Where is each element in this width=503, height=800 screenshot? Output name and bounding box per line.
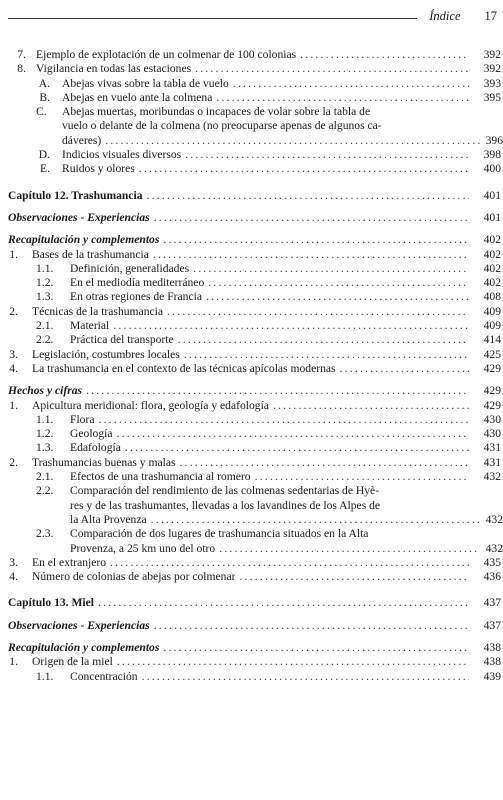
toc-entry-page: 429 bbox=[483, 361, 501, 375]
toc-chapter bbox=[0, 189, 503, 203]
toc-entry: B. Abejas en vuelo ante la colmena ..... 395 bbox=[0, 91, 503, 105]
toc-entry-label: Edafología bbox=[70, 441, 121, 455]
toc-entry-label: Comparación de dos lugares de trashumancia situados en la Alta bbox=[70, 527, 369, 541]
toc-entry-page: 437 bbox=[483, 596, 501, 610]
toc-entry-label: Concentración bbox=[70, 669, 138, 683]
toc-entry-page: 408 bbox=[483, 290, 501, 304]
toc-entry-page: 425 bbox=[483, 347, 501, 361]
toc-entry-label: Técnicas de la trashumancia bbox=[32, 304, 164, 318]
toc-entry-page: 402 bbox=[483, 247, 501, 261]
toc-entry: 8. Vigilancia en todas las estaciones ..... 392 bbox=[0, 62, 503, 76]
toc-entry: 4. La trashumancia en el contexto de las técnicas apícolas modernas ..... 429 bbox=[0, 362, 503, 376]
toc-entry-page: 402 bbox=[483, 233, 501, 247]
toc-entry-label: En el mediodía mediterráneo bbox=[70, 276, 205, 290]
toc-entry: 1. Bases de la trashumancia ..... 402 bbox=[0, 248, 503, 262]
toc-entry-label: vuelo o delante de la colmena (no preocuparse apenas de algunos ca- bbox=[62, 119, 382, 133]
toc-entry-label: Material bbox=[70, 319, 110, 333]
toc-entry-label: Flora bbox=[70, 412, 95, 426]
toc-entry: 1. Apicultura meridional: flora, geología y edafología ..... 429 bbox=[0, 399, 503, 413]
toc-entry: 2.3. Comparación de dos lugares de trashumancia situados en la Alta Provenza, a 25 km uno del otro ..... 432 bbox=[0, 527, 503, 556]
toc-entry: 3. Legislación, costumbres locales ..... 425 bbox=[0, 348, 503, 362]
toc-entry-label: Trashumancias buenas y malas bbox=[32, 455, 176, 469]
toc-entry-page: 395 bbox=[483, 90, 501, 104]
toc-entry-page: 429 bbox=[483, 398, 501, 412]
toc-entry-page: 430 bbox=[483, 427, 501, 441]
toc-entry-label: Número de colonias de abejas por colmenar bbox=[32, 570, 236, 584]
toc-entry-label: Origen de la miel bbox=[32, 655, 113, 669]
toc-entry-label: Vigilancia en todas las estaciones bbox=[36, 62, 192, 76]
toc-entry-label: La trashumancia en el contexto de las técnicas apícolas modernas bbox=[32, 361, 336, 375]
toc-entry-label: Apicultura meridional: flora, geología y edafología bbox=[32, 398, 269, 412]
toc-entry-label: En el extranjero bbox=[32, 555, 107, 569]
toc-entry: 2.2. Práctica del transporte ..... 414 bbox=[0, 333, 503, 347]
toc-entry-page: 409 bbox=[483, 304, 501, 318]
toc-entry: 4. Número de colonias de abejas por colmenar ..... 436 bbox=[0, 570, 503, 584]
toc-entry-page: 430 bbox=[483, 412, 501, 426]
toc-entry-page: 432 bbox=[483, 470, 501, 484]
toc-entry-page: 401 bbox=[483, 210, 501, 224]
toc-entry-label: Legislación, costumbres locales bbox=[32, 347, 180, 361]
toc-entry: 1. Origen de la miel ..... 438 bbox=[0, 655, 503, 669]
toc-section bbox=[0, 641, 503, 655]
toc-entry-label: Ruidos y olores bbox=[62, 162, 135, 176]
toc-entry-page: 435 bbox=[483, 555, 501, 569]
toc-entry: 2. Técnicas de la trashumancia ..... 409 bbox=[0, 305, 503, 319]
toc-entry: 1.3. En otras regiones de Francia ..... 408 bbox=[0, 290, 503, 304]
toc-entry-label: Definición, generalidades bbox=[70, 261, 190, 275]
toc-entry-label: la Alta Provenza bbox=[70, 512, 147, 526]
toc-entry: D. Indicios visuales diversos ..... 398 bbox=[0, 148, 503, 162]
toc-entry: A. Abejas vivas sobre la tabla de vuelo ..... 393 bbox=[0, 77, 503, 91]
toc-entry-label: Práctica del transporte bbox=[70, 333, 174, 347]
toc-entry-label: res y de las trashumantes, llevadas a los lavandines de los Alpes de bbox=[70, 498, 381, 512]
toc-entry-page: 438 bbox=[483, 640, 501, 654]
toc-entry: 7. Ejemplo de explotación de un colmenar de 100 colonias ..... 392 bbox=[0, 48, 503, 62]
toc-section-label: Recapitulación y complementos bbox=[8, 233, 160, 247]
toc-entry-page: 431 bbox=[483, 441, 501, 455]
toc-entry: 1.2. Geología ..... 430 bbox=[0, 427, 503, 441]
toc-entry-page: 437 bbox=[483, 618, 501, 632]
toc-entry-label: Comparación del rendimiento de las colmenas sedentarias de Hyè- bbox=[70, 484, 380, 498]
toc-entry-page: 432 bbox=[485, 541, 503, 555]
toc-section-label: Observaciones - Experiencias bbox=[8, 618, 150, 632]
toc-entry: 1.1. Definición, generalidades ..... 402 bbox=[0, 262, 503, 276]
toc-entry-page: 398 bbox=[483, 148, 501, 162]
toc-entry-label: dáveres) bbox=[62, 133, 102, 147]
toc-entry-page: 396 bbox=[485, 133, 503, 147]
table-of-contents bbox=[0, 48, 503, 684]
toc-entry: 2.1. Material ..... 409 bbox=[0, 319, 503, 333]
running-header bbox=[8, 6, 497, 24]
toc-entry-page: 402 bbox=[483, 276, 501, 290]
toc-section-label: Observaciones - Experiencias bbox=[8, 210, 150, 224]
toc-entry: 2. Trashumancias buenas y malas ..... 431 bbox=[0, 456, 503, 470]
toc-entry: 1.1. Flora ..... 430 bbox=[0, 413, 503, 427]
toc-entry-page: 439 bbox=[483, 669, 501, 683]
toc-chapter bbox=[0, 596, 503, 610]
toc-section bbox=[0, 211, 503, 225]
toc-entry-label: En otras regiones de Francia bbox=[70, 290, 202, 304]
toc-chapter-label: Capítulo 12. Trashumancia bbox=[8, 188, 143, 202]
toc-entry-page: 429 bbox=[483, 384, 501, 398]
toc-section bbox=[0, 233, 503, 247]
toc-section-label: Recapitulación y complementos bbox=[8, 640, 160, 654]
toc-entry: 3. En el extranjero ..... 435 bbox=[0, 556, 503, 570]
toc-entry-page: 438 bbox=[483, 655, 501, 669]
toc-entry-page: 402 bbox=[483, 261, 501, 275]
toc-entry: E. Ruidos y olores ..... 400 bbox=[0, 162, 503, 176]
toc-entry-label: Bases de la trashumancia bbox=[32, 247, 149, 261]
toc-entry-page: 393 bbox=[483, 76, 501, 90]
toc-entry-page: 392 bbox=[483, 48, 501, 61]
toc-entry-page: 431 bbox=[483, 455, 501, 469]
toc-entry-label: Abejas vivas sobre la tabla de vuelo bbox=[62, 76, 229, 90]
toc-entry: 2.1. Efectos de una trashumancia al romero ..... 432 bbox=[0, 470, 503, 484]
toc-entry-label: Ejemplo de explotación de un colmenar de 100 colonias bbox=[36, 48, 297, 61]
toc-entry: C. Abejas muertas, moribundas o incapaces de volar sobre la tabla de vuelo o delante de la colmena (no preocuparse apenas de algunos ca- dáveres) ..... 396 bbox=[0, 105, 503, 148]
toc-section bbox=[0, 619, 503, 633]
toc-entry-label: Provenza, a 25 km uno del otro bbox=[70, 541, 216, 555]
toc-entry-label: Indicios visuales diversos bbox=[62, 148, 182, 162]
toc-section-label: Hechos y cifras bbox=[8, 384, 83, 398]
toc-entry-page: 414 bbox=[483, 333, 501, 347]
toc-entry-page: 436 bbox=[483, 570, 501, 584]
toc-entry-page: 432 bbox=[485, 512, 503, 526]
header-rule bbox=[8, 18, 417, 19]
toc-entry: 1.3. Edafología ..... 431 bbox=[0, 441, 503, 455]
toc-entry: 1.1. Concentración ..... 439 bbox=[0, 670, 503, 684]
toc-entry: 1.2. En el mediodía mediterráneo ..... 402 bbox=[0, 276, 503, 290]
header-title: Índice bbox=[429, 9, 461, 23]
header-page-number: 17 bbox=[484, 9, 497, 23]
toc-entry-label: Abejas en vuelo ante la colmena bbox=[62, 90, 213, 104]
toc-entry-label: Efectos de una trashumancia al romero bbox=[70, 470, 251, 484]
toc-entry-label: Abejas muertas, moribundas o incapaces de volar sobre la tabla de bbox=[62, 105, 371, 119]
toc-chapter-label: Capítulo 13. Miel bbox=[8, 596, 94, 610]
toc-entry: 2.2. Comparación del rendimiento de las colmenas sedentarias de Hyè- res y de las trashumantes, llevadas a los lavandines de los Alpes de la Alta Provenza ..... 432 bbox=[0, 484, 503, 527]
toc-entry-label: Geología bbox=[70, 427, 113, 441]
toc-section bbox=[0, 384, 503, 398]
toc-entry-page: 409 bbox=[483, 319, 501, 333]
toc-entry-page: 401 bbox=[483, 188, 501, 202]
toc-entry-page: 400 bbox=[483, 162, 501, 176]
toc-entry-page: 392 bbox=[483, 62, 501, 76]
